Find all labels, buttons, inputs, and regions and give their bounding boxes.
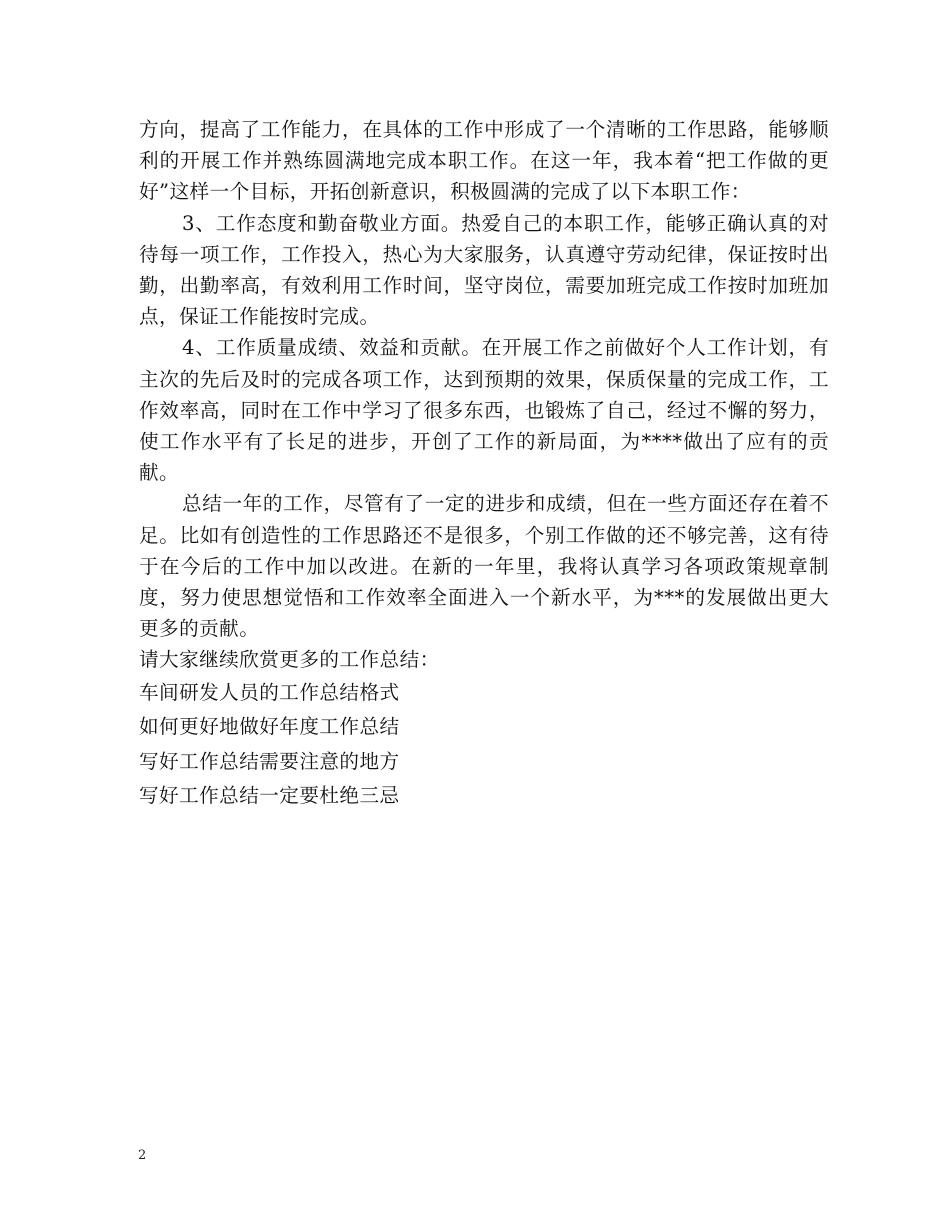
document-body [139,114,829,814]
related-link[interactable]: 写好工作总结需要注意的地方 [139,749,400,773]
related-link[interactable]: 车间研发人员的工作总结格式 [139,680,400,704]
page-number: 2 [138,1148,147,1163]
links-intro: 请大家继续欣赏更多的工作总结： [139,648,440,672]
related-link[interactable]: 写好工作总结一定要杜绝三忌 [139,784,400,808]
related-link[interactable]: 如何更好地做好年度工作总结 [139,715,400,739]
paragraph-year-summary: 总结一年的工作，尽管有了一定的进步和成绩，但在一些方面还存在着不足。比如有创造性的工作思路还不是很多，个别工作做的还不够完善，这有待于在今后的工作中加以改进。在新的一年里，我将认真学习各项政策规章制度，努力使思想觉悟和工作效率全面进入一个新水平，为***的发展做出更大更多的贡献。 [139,492,829,641]
related-links-list [139,676,829,814]
paragraph-work-quality: 4、工作质量成绩、效益和贡献。在开展工作之前做好个人工作计划，有主次的先后及时的完成各项工作，达到预期的效果，保质保量的完成工作，工作效率高，同时在工作中学习了很多东西，也锻炼了自己，经过不懈的努力，使工作水平有了长足的进步，开创了工作的新局面，为****做出了应有的贡献。 [139,336,829,485]
paragraph-work-attitude: 3、工作态度和勤奋敬业方面。热爱自己的本职工作，能够正确认真的对待每一项工作，工作投入，热心为大家服务，认真遵守劳动纪律，保证按时出勤，出勤率高，有效利用工作时间，坚守岗位，需要加班完成工作按时加班加点，保证工作能按时完成。 [139,211,829,329]
paragraph-continuation: 方向，提高了工作能力，在具体的工作中形成了一个清晰的工作思路，能够顺利的开展工作并熟练圆满地完成本职工作。在这一年，我本着“把工作做的更好”这样一个目标，开拓创新意识，积极圆满的完成了以下本职工作： [139,118,829,204]
